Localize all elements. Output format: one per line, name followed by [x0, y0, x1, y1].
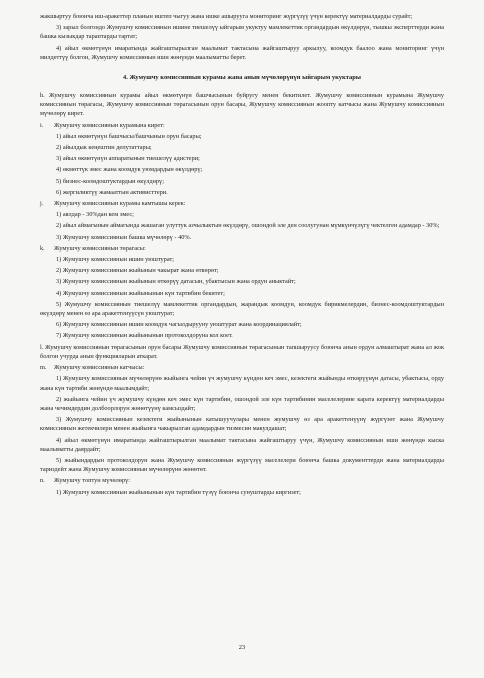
- section-h: [40, 91, 444, 119]
- list-item: 7) Жумушчу комиссиянын жыйынынын протоколдоруна кол коет.: [56, 332, 233, 340]
- list-item: 1) айыл өкмөтүнүн башчысы/башчынын орун басары;: [56, 132, 202, 140]
- section-j-title-text: Жумушчу комиссиянын курамы камтышы керек:: [54, 200, 186, 208]
- intro-paragraph-1: жакшыртуу боюнча иш-аракеттер планын иштеп чыгуу жана ишке ашырууга мониторинг жүргүзүү үчүн керектүү материалдарды сурайт;: [40, 13, 413, 20]
- section-n-title: [40, 476, 444, 485]
- section-m-marker: m.: [40, 364, 47, 372]
- section-j-title: [40, 199, 444, 208]
- list-item: 5) Жумушчу комиссиянын тиешелүү мамлекеттик органдардын, жарандык коомдун, коомдук бирикмелердин, бизнес-коомдоштуктардын өкүлдөрү менен өз ара аракеттенүүсүн уюштурат;: [40, 300, 444, 318]
- list-item: 2) Жумушчу комиссиянын жыйынын чакырат жана өткөрөт;: [56, 267, 219, 275]
- list-item: 1) Жумушчу комиссиянын мүчөлөрүнө жыйынга чейин үч жумушчу күндөн кеч эмес, кезектеги жыйынды өткөрүүнүн датасы, убактысы, орду жана күн тартиби жөнүндө маалымдайт;: [40, 375, 444, 392]
- intro-paragraph-2: 3) зарыл болгондо Жумушчу комиссиянын ишине тиешелүү ыйгарым укуктуу мамлекеттик органдардын өкүлдөрүн, тышкы эксперттерди жана башка кызыкдар тараптарды тартат;: [40, 24, 444, 41]
- page-number: 23: [238, 644, 246, 651]
- list-item: 6) жергиликтүү жамааттын активисттери.: [56, 188, 168, 196]
- list-item: 2) айыл аймагынын аймагында жашаган улуттук азчылыктын өкүлдөрү, ошондой эле ден соолугунан мүмкүнчүлүгү чектелген адамдар - 30%;: [56, 222, 440, 230]
- list-item: 3) Жумушчу комиссиянын башка мүчөлөрү - 40%.: [56, 233, 192, 241]
- section-k-marker: k.: [40, 244, 45, 252]
- section-k-title-text: Жумушчу комиссиянын төрагасы:: [54, 244, 146, 252]
- section-m-title: [40, 363, 444, 372]
- list-item: 5) бизнес-коомдоштуктардын өкүлдөрү;: [56, 177, 164, 185]
- section-m-title-text: Жумушчу комиссиянын катчысы:: [54, 364, 145, 372]
- section-n-marker: n.: [40, 477, 45, 485]
- section-j-marker: j.: [40, 200, 44, 208]
- section-l: [40, 343, 444, 361]
- list-item: 1) аялдар - 30%дан кем эмес;: [56, 211, 134, 219]
- list-item: 4) өкмөттүк эмес жана коомдук уюмдардын өкүлдөрү;: [56, 166, 203, 174]
- list-item: 3) Жумушчу комиссиянын кезектеги жыйынынын катышуучулары менен жумушчу өз ара аракеттенүүнү жүргүзөт жана Жумушчу комиссиянын жетекчилери менен жыйынга чакырылган адамдардын тизмесин макулдашат;: [40, 416, 444, 433]
- section-l-marker: l.: [40, 343, 44, 351]
- section-l-text: Жумушчу комиссиянын төрагасынын орун басары Жумушчу комиссиянын төрагасынын тапшыруусу боюнча анын ордун алмаштырат жана ал жок болгон учурда анын функцияларын аткарат.: [40, 343, 445, 360]
- intro-paragraph-3: 4) айыл өкмөтүнүн имаратында жайгаштырылган маалымат тактасына жайгаштыруу аркылуу, коомдук баалоо жана мониторинг үчүн милдеттүү болгон, Жумушчу комиссиянын иши жөнүндө маалыматты берет.: [40, 44, 444, 61]
- section-k-title: [40, 244, 444, 253]
- list-item: 5) жыйындардын протоколдорун жана Жумушчу комиссиянын жүргүзүү маселелери боюнча башка документтерди жана материалдарды тариздейт жана Жумушчу комиссиянын мүчөлөрүнө жөнөтөт.: [40, 456, 444, 474]
- section-h-text: Жумушчу комиссиянын курамы айыл өкмөтүнүн башчысынын буйругу менен бекитилет. Жумушчу комиссиянын курамына Жумушчу комиссиянын төрагасы, Жумушчу комиссиянын төрагасынын орун басары, Жумушчу комиссиянын жоопту катчысы жана Жумушчу комиссиянын мүчөлөрү кирет.: [40, 92, 444, 118]
- list-item: 3) айыл өкмөтүнүн аппаратынын тиешелүү адистери;: [56, 155, 200, 163]
- list-item: 3) Жумушчу комиссиянын жыйынын өткөрүү датасын, убактысын жана ордун аныктайт;: [56, 278, 296, 286]
- list-item: 1) Жумушчу комиссиянын жыйынынын күн тартибин түзүү боюнча сунуштарды киргизет;: [56, 488, 301, 496]
- list-item: 2) жыйынга чейин үч жумушчу күндөн кеч эмес күн тартибин, ошондой эле күн тартибинин маселелерине карата керектүү материалдарды жана чечимдердин долбоорлорун жөнөтүүнү камсыздайт;: [40, 395, 444, 412]
- section-i-marker: i.: [40, 121, 44, 129]
- section-h-marker: h.: [40, 92, 45, 100]
- list-item: 1) Жумушчу комиссиянын ишин уюштурат;: [56, 256, 174, 264]
- list-item: 4) Жумушчу комиссиянын жыйынынын күн тартибин бекитет;: [56, 289, 225, 297]
- section-heading: 4. Жумушчу комиссиянын курамы жана анын мүчөлөрүнүн ыйгарым укуктары: [123, 74, 361, 82]
- list-item: 2) айылдык кеңештин депутаттары;: [56, 144, 152, 152]
- section-i-title: [40, 121, 444, 130]
- list-item: 4) айыл өкмөтүнүн имаратында жайгаштырылган маалымат тактасына жайгаштыруу үчүн, Жумушчу комиссиянын иши жөнүндө кыска маалыматты даярдайт;: [40, 436, 444, 453]
- list-item: 6) Жумушчу комиссиянын ишин коомдук чагылдырууну уюштурат жана координациялайт;: [56, 321, 302, 329]
- section-n-title-text: Жумушчу топтун мүчөлөрү:: [54, 477, 131, 485]
- section-i-title-text: Жумушчу комиссиянын курамына кирет:: [54, 121, 165, 129]
